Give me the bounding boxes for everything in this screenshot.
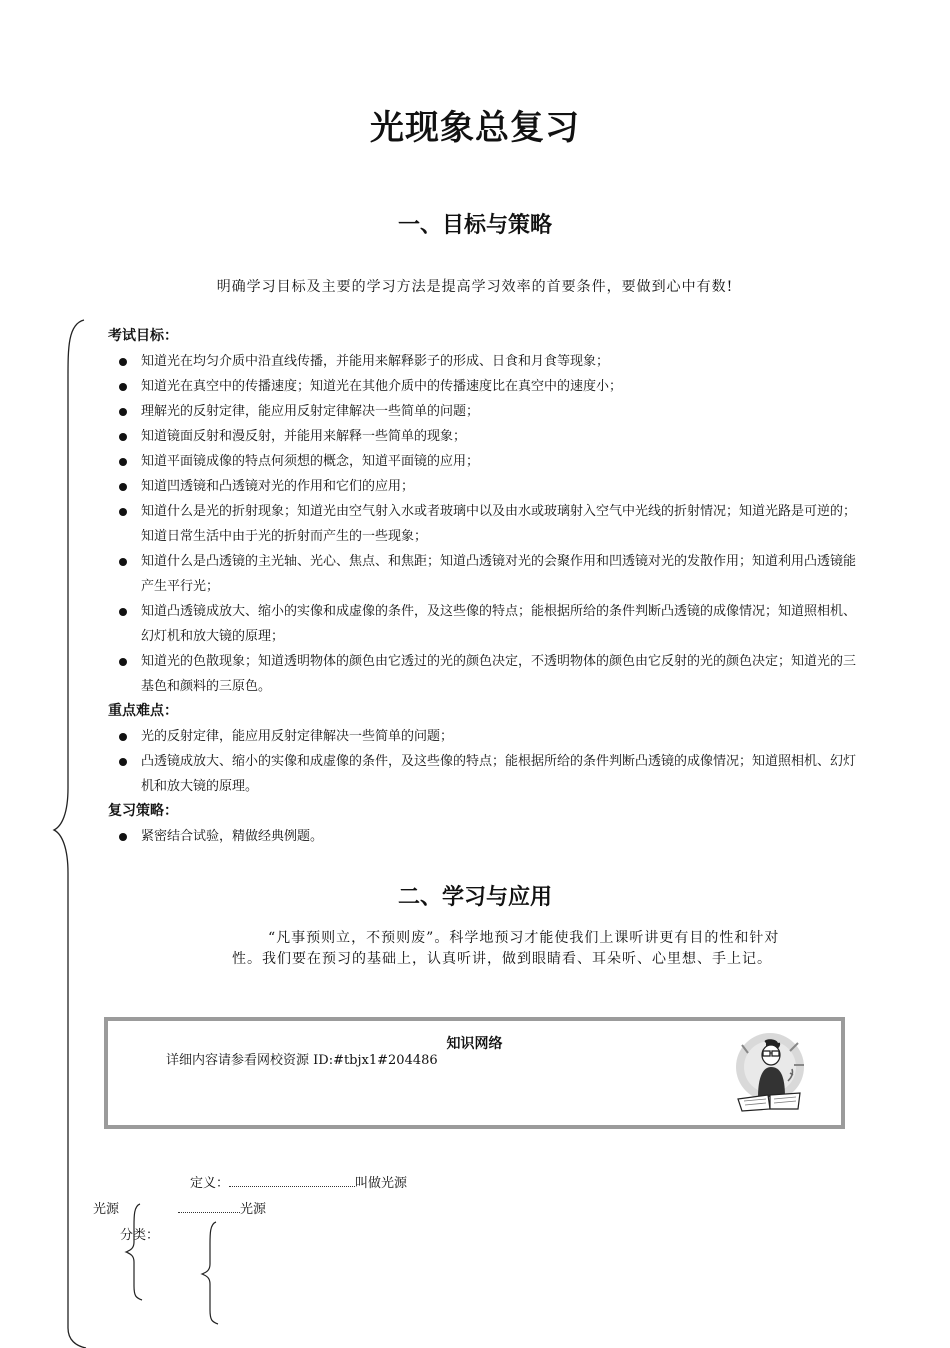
tree-root-label: 光源 bbox=[93, 1202, 120, 1217]
list-item: 知道凸透镜成放大、缩小的实像和成虚像的条件，及这些像的特点；能根据所给的条件判断凸透镜的成像情况；知道照相机、幻灯机和放大镜的原理； bbox=[108, 599, 868, 649]
list-item: 知道光在均匀介质中沿直线传播，并能用来解释影子的形成、日食和月食等现象； bbox=[108, 349, 868, 374]
list-item: 知道凹透镜和凸透镜对光的作用和它们的应用； bbox=[108, 474, 868, 499]
definition-suffix: 叫做光源 bbox=[355, 1176, 408, 1191]
definition-line bbox=[190, 1172, 407, 1191]
quote-line-1: “凡事预则立，不预则废”。科学地预习才能使我们上课听讲更有目的性和针对 bbox=[268, 930, 780, 946]
type-line bbox=[178, 1198, 266, 1217]
section2-heading: 二、学习与应用 bbox=[397, 885, 552, 910]
tree-brace-icon bbox=[124, 1202, 144, 1302]
list-item: 知道什么是凸透镜的主光轴、光心、焦点、和焦距；知道凸透镜对光的会聚作用和凹透镜对光的发散作用；知道利用凸透镜能产生平行光； bbox=[108, 549, 868, 599]
classify-brace-icon bbox=[200, 1220, 220, 1326]
section2-quote bbox=[232, 928, 852, 970]
classify-label: 分类： bbox=[120, 1228, 160, 1243]
knowledge-box-text: 详细内容请参看网校资源 ID:#tbjx1#204486 bbox=[166, 1053, 438, 1068]
type-suffix: 光源 bbox=[240, 1202, 267, 1217]
left-brace-icon bbox=[50, 318, 90, 1348]
list-item: 光的反射定律，能应用反射定律解决一些简单的问题； bbox=[108, 724, 868, 749]
list-item: 紧密结合试验，精做经典例题。 bbox=[108, 824, 868, 849]
exam-goals-list bbox=[108, 349, 868, 699]
list-item: 知道光的色散现象；知道透明物体的颜色由它透过的光的颜色决定，不透明物体的颜色由它反射的光的颜色决定；知道光的三基色和颜料的三原色。 bbox=[108, 649, 868, 699]
key-points-heading: 重点难点： bbox=[108, 703, 178, 719]
type-blank[interactable] bbox=[178, 1199, 240, 1213]
key-points-list bbox=[108, 724, 868, 799]
list-item: 理解光的反射定律，能应用反射定律解决一些简单的问题； bbox=[108, 399, 868, 424]
section1-intro: 明确学习目标及主要的学习方法是提高学习效率的首要条件，要做到心中有数! bbox=[216, 279, 734, 295]
list-item: 知道光在真空中的传播速度；知道光在其他介质中的传播速度比在真空中的速度小； bbox=[108, 374, 868, 399]
exam-goals-heading: 考试目标： bbox=[108, 328, 178, 344]
page-title: 光现象总复习 bbox=[370, 108, 580, 148]
quote-line-2: 性。我们要在预习的基础上，认真听讲，做到眼睛看、耳朵听、心里想、手上记。 bbox=[232, 951, 772, 967]
list-item: 凸透镜成放大、缩小的实像和成虚像的条件，及这些像的特点；能根据所给的条件判断凸透镜的成像情况；知道照相机、幻灯机和放大镜的原理。 bbox=[108, 749, 868, 799]
list-item: 知道镜面反射和漫反射，并能用来解释一些简单的现象； bbox=[108, 424, 868, 449]
strategy-heading: 复习策略： bbox=[108, 803, 178, 819]
section1-heading: 一、目标与策略 bbox=[397, 213, 552, 238]
definition-label: 定义： bbox=[190, 1176, 230, 1191]
strategy-list bbox=[108, 824, 868, 849]
reading-person-icon bbox=[730, 1029, 810, 1115]
list-item: 知道什么是光的折射现象；知道光由空气射入水或者玻璃中以及由水或玻璃射入空气中光线的折射情况；知道光路是可逆的；知道日常生活中由于光的折射而产生的一些现象； bbox=[108, 499, 868, 549]
definition-blank[interactable] bbox=[229, 1173, 355, 1187]
list-item: 知道平面镜成像的特点何须想的概念，知道平面镜的应用； bbox=[108, 449, 868, 474]
knowledge-network-box bbox=[104, 1017, 845, 1129]
knowledge-box-title: 知识网络 bbox=[446, 1036, 503, 1052]
objectives-content bbox=[108, 324, 868, 849]
